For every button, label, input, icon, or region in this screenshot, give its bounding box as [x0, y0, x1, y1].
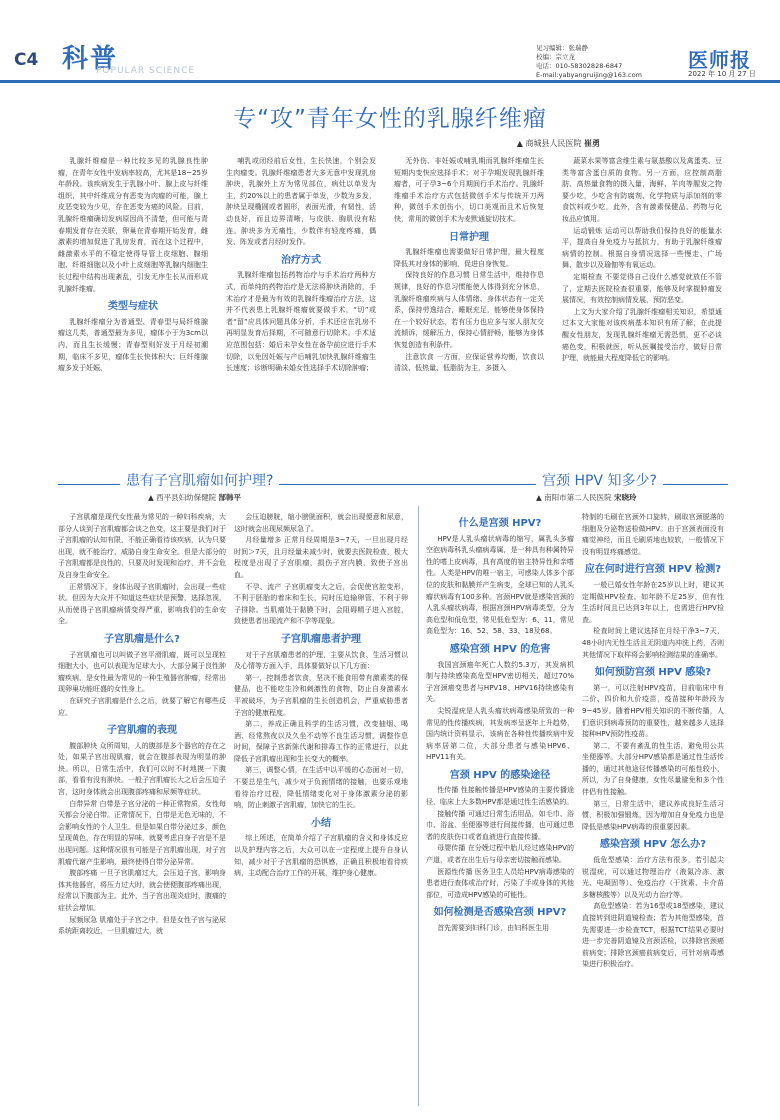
article2-column-1 — [58, 512, 226, 1108]
byline-org: ▲ 西平县妇幼保健院 — [148, 493, 217, 502]
editor-line: 电话：010-58302828-6847 — [536, 62, 623, 70]
paragraph: 保持良好的作息习惯 日常生活中，维持作息规律，良好的作息习惯能使人体得到充分休息，乳腺纤维瘤疾病与人体情绪、身体状态有一定关系，保持劳逸结合，睡眠充足，能够使身体保持在一个较好状态，若有压力也应多与家人朋友交流倾诉，缓解压力，保持心情舒畅，能够为身体恢复创造有利条件。 — [394, 271, 544, 349]
paragraph: 乳腺纤维瘤分为普通型、青春型与局纤维腺瘤这几类，普通型最为多见，瘤体小于为3cm以内，而且生长缓慢；青春型则好发于月经初潮期，临床不多见，瘤体生长快体积大；巨纤维腺瘤多发于妊娠、 — [58, 317, 208, 373]
paragraph: 第二，不要有紊乱的性生活，避免用公共坐便器等。大部分HPV感染都是通过性生活传播的，通过其他途径传播感染的可能性较小，所以，为了自身健康，女性尽量避免和多个性伴侣有性接触。 — [582, 741, 724, 797]
editor-line: 见习编辑：张瑞静 — [536, 44, 588, 52]
subheading: 子宫肌瘤的表现 — [107, 725, 177, 737]
paragraph: 第三，日常生活中，建议养成良好生活习惯，积极加强锻炼，因为增加自身免疫力也是降低是感染HPV病毒的很重要因素。 — [582, 799, 724, 831]
subheading: 小结 — [311, 817, 331, 829]
section-subtitle: POPULAR SCIENCE — [96, 66, 196, 76]
paragraph: 会压迫膀胱，缩小膀胱面积，就会出现便意和尿意，这时就会出现尿频尿急了。 — [234, 513, 408, 533]
paragraph: 上文为大家介绍了乳腺纤维瘤相关知识，希望通过本文大家能对该疾病基本知识有所了解，在此提醒女性朋友，发现乳腺纤维瘤无需恐慌，更不必谈癌色变，积极就医，听从医嘱接受治疗，做好日常护理，就能最大程度降低它的影响。 — [562, 307, 722, 363]
subheading: 类型与症状 — [108, 301, 158, 313]
subheading: 感染宫颈 HPV 怎么办? — [599, 839, 707, 851]
article-byline — [0, 138, 600, 149]
paragraph: 乳腺纤维瘤是一种比较多见的乳腺良性肿瘤，在青年女性中发病率较高，尤其是18~25岁年龄段。该疾病发生于乳腺小叶、腺上皮与纤维组织，其中纤维成分有恶变为肉瘤的可能，腺上皮恶变较为少见，存在恶变为癌的风险。目前，乳腺纤维瘤确切发病原因尚不清楚，但可能与青春期发育存在关联，卵巢在青春期开始发育，雌激素的增加促进了乳房发育，而在这个过程中，雌激素水平的不稳定使得导管上皮细胞、腺细胞、纤维细胞以及小叶上皮细胞等乳腺内细胞生长过程中结构出现紊乱，引发无序生长从而形成乳腺纤维瘤。 — [58, 157, 208, 293]
article1-column-3 — [394, 156, 544, 456]
byline-author: 崔勇 — [584, 139, 600, 148]
paragraph: 首先需要到妇科门诊，由妇科医生用 — [437, 924, 550, 932]
paragraph: 不孕、流产 子宫肌瘤变大之后，会促使宫腔变形，不利于胚胎的着床和生长，同时压迫输卵管，不利于卵子排除。当肌瘤处于黏膜下时，会阻碍精子进入宫腔，致使患者出现流产和不孕等现象。 — [234, 582, 408, 626]
paragraph: 子宫肌瘤也可以叫做子宫平滑肌瘤，既可以呈现粒细胞大小，也可以表现为足球大小，大部分属于良性肿瘤疾病，是女性最为常见的一种生殖器官肿瘤，经常出现卵巢功能旺盛的女性身上。 — [58, 650, 226, 694]
article2-byline — [148, 492, 241, 503]
paragraph: 哺乳或闭经前后女性，生长快速，个别会发生肉瘤变。乳腺纤维瘤患者大多无意中发现乳房肿块，乳腺外上方为常见部位，病灶以单发为主，约20%以上的患者属于单发，少数为多发，肿块呈现椭圆或者圆形，表面光滑，有韧性，活动良好，而且边界清晰，与皮肤、胸肌没有粘连。肿块多为无痛性，少数伴有轻度疼痛，偶发、阵发或者月经时发作。 — [226, 157, 376, 247]
paragraph: 一般已婚女性年龄在25岁以上时，建议其定期做HPV检查。如年龄不足25岁，但有性生活时间且已达到3年以上，也需进行HPV检查。 — [582, 580, 724, 624]
issue-date: 2022 年 10 月 27 日 — [688, 70, 756, 78]
paragraph: 无外伤、非妊娠或哺乳期而乳腺纤维瘤生长短期内变快应选择手术；对于孕期发现乳腺纤维瘤者，可于孕3~6个月期间行手术治疗。乳腺纤维瘤手术治疗方式包括微创手术与传统开刀两种，微创手术创伤小，切口美观而且术后恢复快，常用的微创手术为麦默通旋切技术。 — [394, 157, 544, 223]
paragraph: 尖锐湿疣是人乳头瘤状病毒感染所致的一种常见的性传播疾病，其发病率呈逐年上升趋势，国内统计资料显示，该病在各种性传播疾病中发病率居第二位，大部分患者与感染HPV6、HPV11有关。 — [426, 706, 574, 762]
paragraph: 高危型感染：若为16型或18型感染，建议直接转到进阴道镜检查；若为其他型感染，首先需要进一步检查TCT，根据TCT结果必要时进一步完善阴道镜及宫颈活检，以排除宫颈癌前病变；排除宫颈癌前病变后，可针对病毒感染进行积极治疗。 — [582, 902, 724, 969]
paragraph: 乳腺纤维瘤也需要做好日常护理，最大程度降低其对身体的影响，促进自身恢复。 — [394, 248, 544, 268]
subheading: 如何检测是否感染宫颈 HPV? — [433, 907, 567, 919]
subheading: 治疗方式 — [281, 254, 321, 266]
paragraph: HPV是人乳头瘤状病毒的缩写，属乳头多瘤空泡病毒科乳头瘤病毒属，是一种具有种属特异性的嗜上皮病毒，具有高度的宿主特异性和亲嗜性。人类是HPV的唯一宿主，可感染人体多个部位的皮肤和黏膜并产生病变，全球已知的人乳头瘤状病毒有100多种。宫颈HPV就是感染宫颈的人乳头瘤状病毒，根据宫颈HPV病毒类型，分为高危型和低危型，常见低危型为：6、11，常见高危型为：16、52、58、33、18及68。 — [426, 534, 574, 636]
article1-column-2 — [226, 156, 376, 456]
article2-column-2 — [234, 512, 408, 1108]
paragraph: 第一，控制患者饮食，坚决不能食用带有激素类的保健品，也不能吃生冷和刺激性的食物，防止自身激素水平被破坏，为子宫肌瘤的生长创造机会，严重威胁患者子宫的健康程度。 — [234, 673, 408, 717]
paragraph: 在研究子宫肌瘤是什么之后，就要了解它有哪些反应。 — [58, 696, 226, 717]
article3-byline — [536, 492, 637, 503]
article-title: 专“攻”青年女性的乳腺纤维瘤 — [233, 106, 547, 132]
paragraph: 定期检查 不要觉得自己没什么感觉就放任不管了，定期去医院检查很重要，能够及时掌握肿瘤发展情况，有效控制病情发展，预防恶变。 — [562, 272, 722, 305]
paragraph: 接触传播 可通过日常生活用品，如毛巾、浴巾、浴盆、坐便器等进行间接传播，也可通过患者的皮肤伤口或者血液进行直接传播。 — [426, 809, 574, 841]
paragraph: 蔬菜水果等富含维生素与氨基酸以及禽蛋类、豆类等富含蛋白质的食物。另一方面，应控制高脂肪、高热量食物的摄入量，海鲜、羊肉等腥发之物要少吃，少吃含有防腐剂、化学物质与添加剂的零食饮料或少吃，此外，含有激素保健品、药物与化妆品应慎用。 — [562, 157, 722, 223]
paragraph: 尿频尿急 肌瘤处于子宫之中，但是女性子宫与泌尿系统距离较近，一旦肌瘤过大，就 — [58, 915, 226, 936]
article3-column-1 — [426, 512, 574, 1108]
subheading: 子宫肌瘤是什么? — [104, 633, 180, 645]
article3-column-2 — [582, 512, 724, 1108]
subheading: 应在何时进行宫颈 HPV 检测? — [584, 564, 722, 576]
paragraph: 第二，养成正确且科学的生活习惯，改变抽烟、喝酒、经常熬夜以及久坐不动等不良生活习惯，调整作息时间，保障子宫新陈代谢和排毒工作的正常进行，以此降低子宫肌瘤出现和生长变大的概率。 — [234, 720, 408, 763]
paragraph: 第三，调整心情，在生活中以平缓的心态面对一切，不要总是生气，减少对于负面情绪的接触，也要乐观地看待治疗过程，降低情绪变化对于身体激素分泌的影响，防止刺激子宫肌瘤，加快它的生长。 — [234, 766, 408, 810]
paragraph: 性传播 性接触传播是HPV感染的主要传播途径，临床上大多数HPV都是通过性生活感染的。 — [426, 786, 574, 807]
subheading: 感染宫颈 HPV 的危害 — [449, 643, 551, 655]
paragraph: 腹部肿块 众所周知，人的腹部是多个器官的存在之处，如果子宫出现肌瘤，就会在腹部表现为明显的肿块。所以，日常生活中，我们可以时不时地摸一下腹部，看看有没有肿块。一般子宫肌瘤长大之后会压迫子宫，这时身体就会出现腹部疼痛和尿频等症状。 — [58, 741, 226, 797]
byline-org: ▲ 商城县人民医院 — [516, 139, 582, 148]
newspaper-logo: 医师报 — [688, 48, 751, 72]
column-divider — [418, 506, 419, 1106]
paragraph: 检查时间上建议选择在月经干净3~7天，48小时内无性生活且无阴道内冲洗上药，否则其他情况下取样将会影响检测结果的准确率。 — [582, 627, 724, 659]
section-title: 科普 — [62, 44, 119, 74]
paragraph: 特制的毛刷在宫颈外口旋转，刷取宫颈脱落的细胞及分泌物送检做HPV。由于宫颈表面没有痛觉神经，而且毛刷质地也较软，一般情况下没有明显疼痛感觉。 — [582, 513, 724, 556]
paragraph: 低危型感染：治疗方法有很多，若引起尖锐湿疣，可以通过物理治疗（液氮冷冻、激光、电凝固等）、免疫治疗（干扰素、卡介苗多糖核酸等）以及光动力治疗等。 — [582, 856, 724, 899]
paragraph: 医源性传播 医务卫生人员给HPV病毒感染的患者进行查体或治疗时，污染了手或身体的其他部位，可造成HPV感染的可能性。 — [426, 867, 574, 899]
header-rule — [0, 80, 780, 83]
subheading: 子宫肌瘤患者护理 — [281, 633, 361, 645]
article3-title: 宫颈 HPV 知多少? — [536, 470, 663, 490]
byline-org: ▲ 南阳市第二人民医院 — [536, 493, 612, 502]
article1-column-4 — [562, 156, 722, 456]
subheading: 什么是宫颈 HPV? — [458, 518, 542, 529]
paragraph: 第一，可以注射HPV疫苗，目前临床中有二价、四价和九价疫苗，疫苗接种年龄段为9~45岁。随着HPV相关知识的不断传播，人们意识到病毒预防的重要性，越来越多人选择接种HPV预防性疫苗。 — [582, 683, 724, 739]
article1-column-1 — [58, 156, 208, 456]
article2-title: 患有子宫肌瘤如何护理? — [120, 470, 279, 490]
paragraph: 乳腺纤维瘤包括药物治疗与手术治疗两种方式，而单纯的药物治疗是无法将肿块消除的，手术治疗才是最为有效的乳腺纤维瘤治疗方法，这并不代表患上乳腺纤维瘤就要做手术，“切”或者“留”应具体问题具体分析，手术还应在乳房不再明显发育后择期，不可随意行切除术。手术适应范围包括：婚后未孕女性在备孕前应进行手术切除，以免因妊娠与产后哺乳加快乳腺纤维瘤生长速度；诊断明确未婚女性选择手术切除肿瘤； — [226, 271, 376, 373]
paragraph: 我国宫颈癌年死亡人数约5.3万，其发病机制与持续感染高危型HPV密切相关，超过70%子宫颈癌变患者与HPV18、HPV16持续感染有关。 — [426, 660, 574, 704]
paragraph: 正常情况下，身体出现子宫肌瘤时，会出现一些症状。但因为大众并不知道这些症状是预警，选择忽视，从而使得子宫肌瘤病情变得严重，影响我们的生命安全。 — [58, 582, 226, 626]
paragraph: 对于子宫肌瘤患者的护理，主要从饮食、生活习惯以及心情等方面入手，具体要做好以下几方面： — [234, 650, 408, 671]
paragraph: 月经量增多 正常月经周期是3~7天，一旦出现月经时间＞7天，且月经量未减少时，就要去医院检查，极大程度是出现了子宫肌瘤，损伤子宫内膜，致使子宫出血。 — [234, 536, 408, 579]
subheading: 日常护理 — [449, 231, 489, 243]
paragraph: 综上所述，在简单介绍了子宫肌瘤的含义和身体反应以及护理内容之后，大众可以在一定程度上提升自身认知，减少对于子宫肌瘤的恐惧感，正确且积极地看待疾病，主动配合治疗工作的开展，维护身心健康。 — [234, 834, 408, 878]
paragraph: 母婴传播 在分娩过程中胎儿经过感染HPV的产道，或者在出生后与母亲密切接触而感染。 — [426, 844, 574, 865]
paragraph: 运动锻炼 运动可以帮助我们保持良好的能量水平，提高自身免疫力与抵抗力，有助于乳腺纤维瘤病情的控制。根据自身情况选择一些慢走、广场舞、散步以及瑜伽等有氧运动。 — [562, 226, 722, 270]
page-number: C4 — [14, 50, 39, 70]
editor-line: E-mail:yabyangruijing@163.com — [536, 71, 642, 79]
subheading: 如何预防宫颈 HPV 感染? — [594, 667, 712, 679]
paragraph: 注意饮食 一方面，应保证营养均衡，饮食以清淡、低热量、低脂肪为主，多摄入 — [394, 352, 544, 373]
editor-line: 校编：宗立龙 — [536, 53, 575, 61]
byline-author: 郜韩平 — [218, 493, 242, 502]
paragraph: 子宫肌瘤是现代女性最为常见的一种妇科疾病，大部分人谈到子宫肌瘤都会谈之色变，这主要是我们对于子宫肌瘤的认知有限，不能正确看待该疾病，认为只要出现，就不能治疗，威胁自身生命安全。但是大部分的子宫肌瘤都是良性的，只要及时发现和治疗，并不会危及自身生命安全。 — [58, 513, 226, 579]
editor-info — [536, 44, 681, 80]
paragraph: 腹部疼痛 一旦子宫肌瘤过大，会压迫子宫，影响身体其他器官，将压力过大时，就会使便腹部疼痛出现，经常以下腹部为主。此外，当子宫出现炎症时，腹痛的症状会增加。 — [58, 869, 226, 912]
byline-author: 宋晓玲 — [614, 493, 637, 502]
subheading: 宫颈 HPV 的感染途径 — [449, 769, 551, 781]
paragraph: 白带异常 白带是子宫分泌的一种正常物质，女性每天都会分泌白带。正常情况下，白带是无色无味的，不会影响女性的个人卫生。但是如果白带分泌过多，颜色呈现黄色，存在明显的异味，就要考虑自身子宫是不是出现问题。这种情况很有可能是子宫肌瘤出现，对子宫肌瘤代谢产生影响，最终使得白带分泌异常。 — [58, 799, 226, 866]
